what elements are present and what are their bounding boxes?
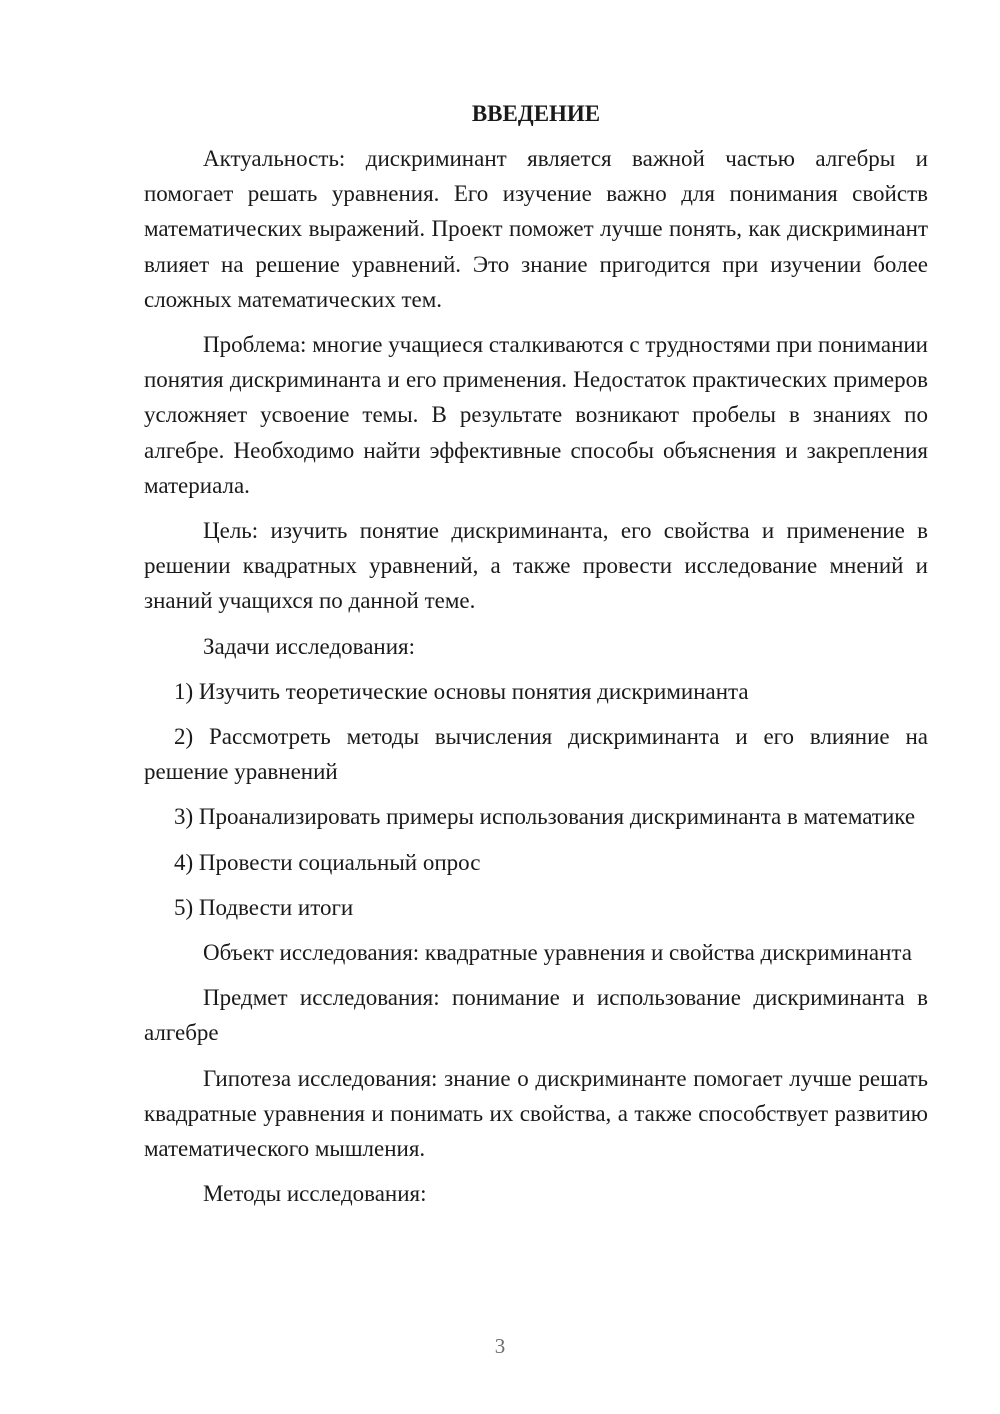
- page-number: 3: [494, 1334, 506, 1358]
- methods-heading: Методы исследования:: [203, 1181, 427, 1207]
- object-paragraph: Объект исследования: квадратные уравнения и свойства дискриминанта: [203, 940, 912, 966]
- subject-paragraph: Предмет исследования: понимание и использование дискриминанта в алгебре: [144, 985, 928, 1046]
- hypothesis-paragraph: Гипотеза исследования: знание о дискриминанте помогает лучше решать квадратные уравнения и понимать их свойства, а также способствует развитию математического мышления.: [144, 1065, 928, 1162]
- goal-paragraph: Цель: изучить понятие дискриминанта, его свойства и применение в решении квадратных уравнений, а также провести исследование мнений и знаний учащихся по данной теме.: [144, 518, 928, 614]
- task-item-1: 1) Изучить теоретические основы понятия дискриминанта: [174, 678, 749, 704]
- page-content: [144, 96, 928, 1211]
- task-item-4: 4) Провести социальный опрос: [174, 849, 481, 875]
- task-item-5: 5) Подвести итоги: [174, 894, 354, 920]
- tasks-heading: Задачи исследования:: [203, 633, 416, 659]
- task-item-2: 2) Рассмотреть методы вычисления дискриминанта и его влияние на решение уравнений: [144, 724, 928, 785]
- relevance-paragraph: Актуальность: дискриминант является важной частью алгебры и помогает решать уравнения. Его изучение важно для понимания свойств математических выражений. Проект поможет лучше понять, как дискриминант влияет на решение уравнений. Это знание пригодится при изучении более сложных математических тем.: [144, 146, 928, 312]
- problem-paragraph: Проблема: многие учащиеся сталкиваются с трудностями при понимании понятия дискриминанта и его применения. Недостаток практических примеров усложняет усвоение темы. В результате возникают пробелы в знаниях по алгебре. Необходимо найти эффективные способы объяснения и закрепления материала.: [144, 332, 928, 498]
- task-item-3: 3) Проанализировать примеры использования дискриминанта в математике: [174, 804, 916, 830]
- section-title: ВВЕДЕНИЕ: [471, 101, 601, 126]
